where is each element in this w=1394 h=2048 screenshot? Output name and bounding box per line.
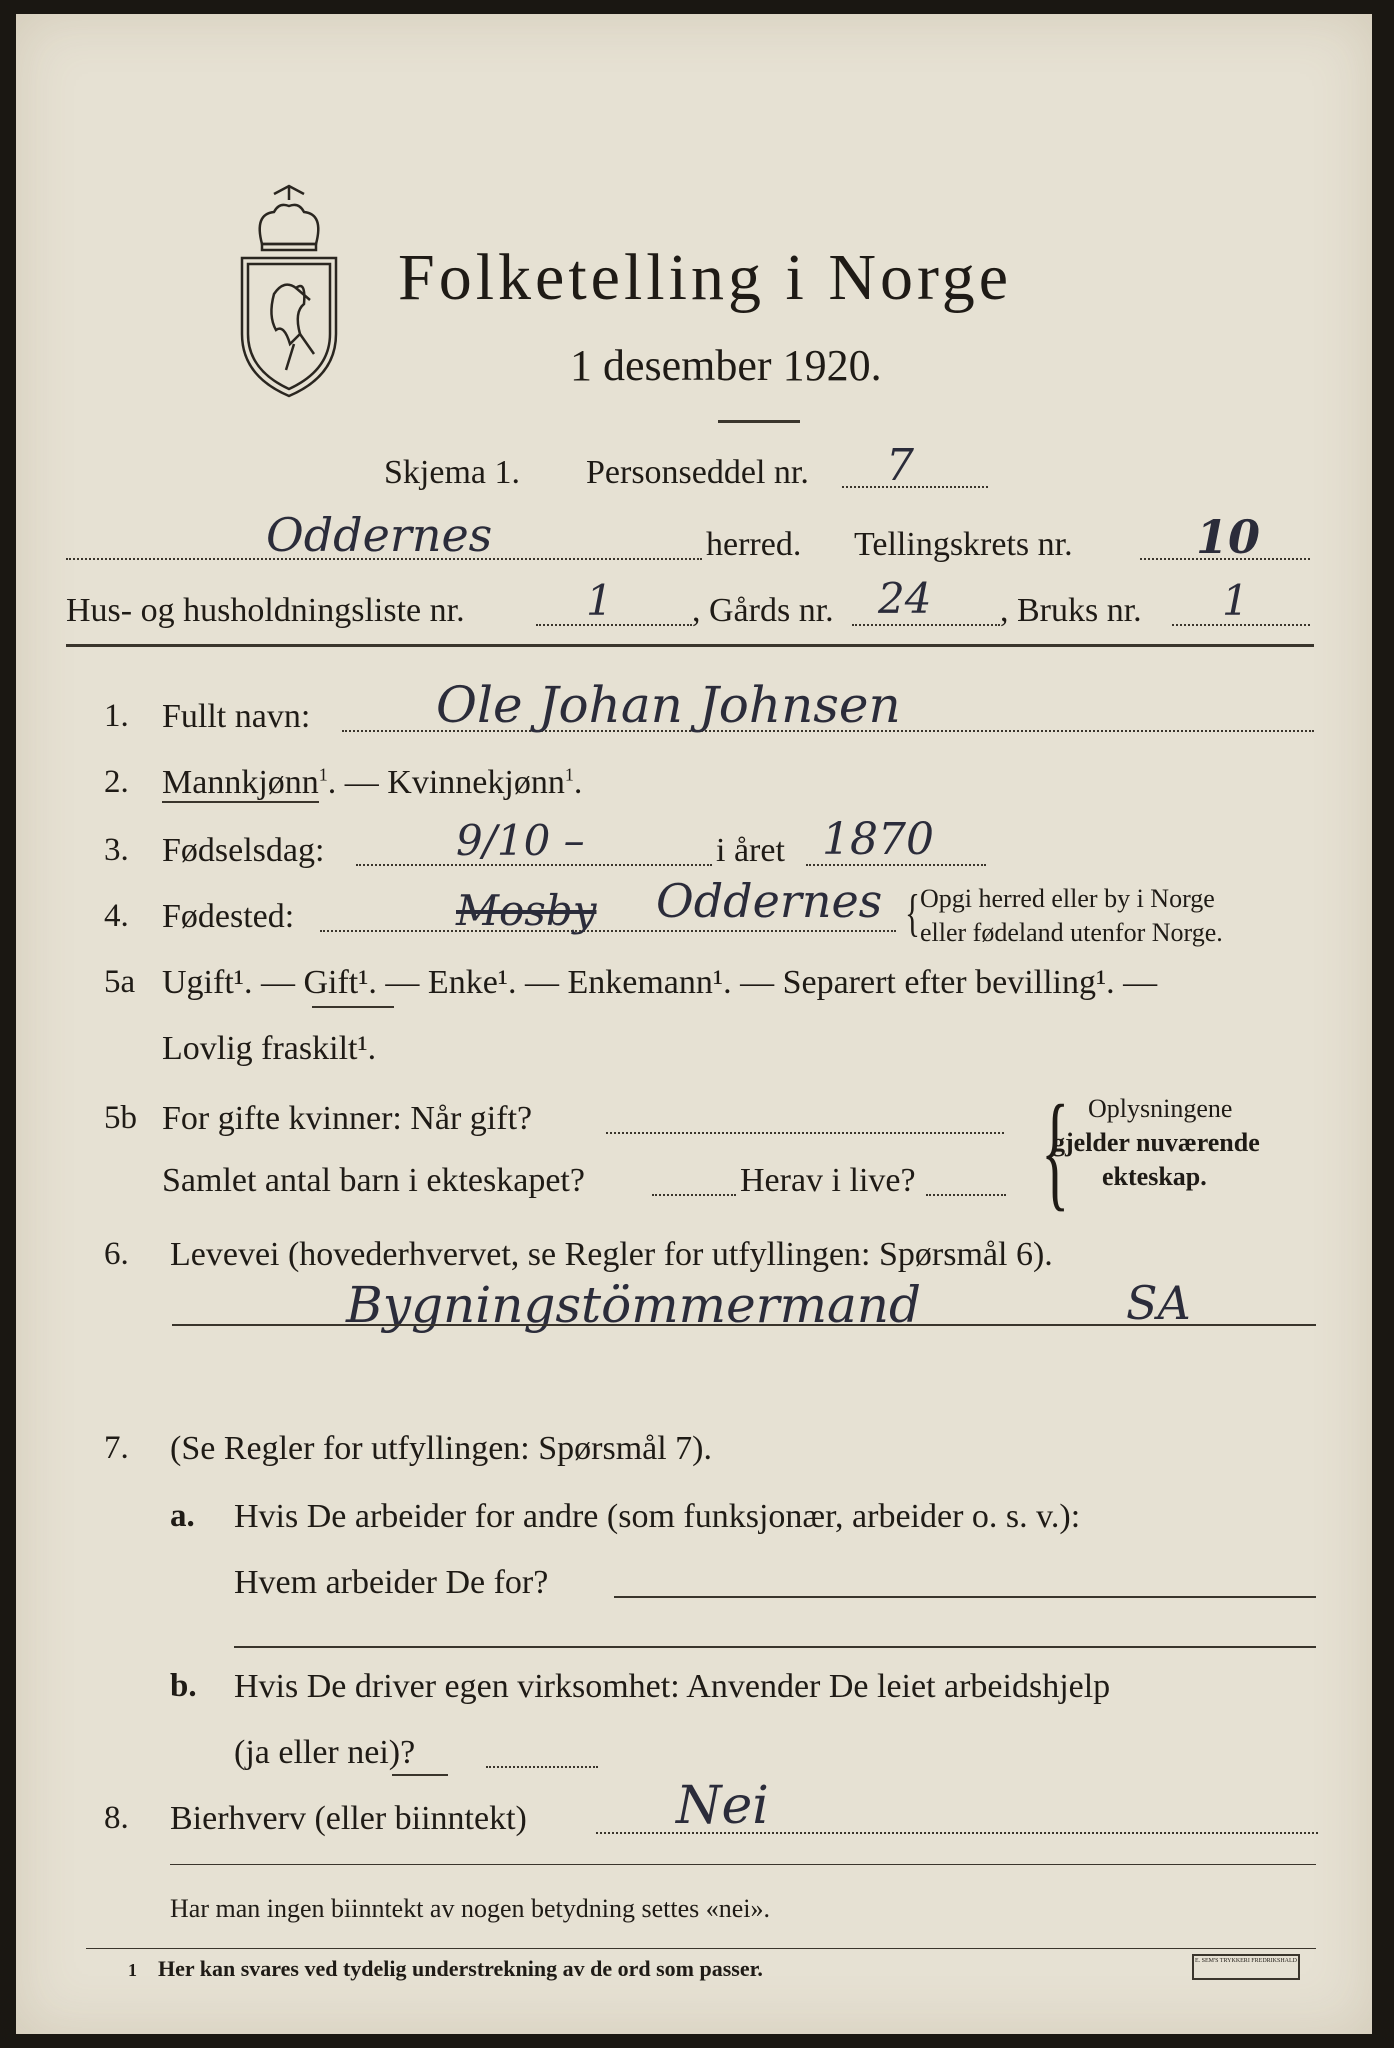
q3-number: 3. — [104, 832, 129, 868]
tellingskrets-value: 10 — [1196, 510, 1261, 564]
hired-help-field[interactable] — [486, 1766, 598, 1768]
q7a-line-1: Hvis De arbeider for andre (som funksjonær, arbeider o. s. v.): — [234, 1498, 1081, 1535]
employer-field[interactable] — [614, 1596, 1316, 1598]
occupation-code: SA — [1126, 1276, 1191, 1330]
footnote-mark: 1 — [128, 1960, 137, 1980]
birthday-value: 9/10 – — [456, 816, 585, 865]
q2-number: 2. — [104, 764, 129, 800]
census-form — [16, 14, 1372, 2034]
birthplace-note-2: eller fødeland utenfor Norge. — [920, 918, 1223, 947]
q7-number: 7. — [104, 1430, 129, 1466]
birthplace-value: Oddernes — [656, 874, 883, 928]
q7a-letter: a. — [170, 1498, 195, 1534]
male-option[interactable]: Mannkjønn — [162, 764, 319, 801]
note-brace: { — [904, 885, 920, 942]
q7b-line-1: Hvis De driver egen virksomhet: Anvender De leiet arbeidshjelp — [234, 1668, 1111, 1705]
header-rule — [66, 644, 1314, 647]
q1-label: Fullt navn: — [162, 698, 311, 735]
q7b-letter: b. — [170, 1668, 197, 1704]
q4-number: 4. — [104, 898, 129, 934]
full-name-value: Ole Johan Johnsen — [436, 676, 901, 734]
birth-year-value: 1870 — [822, 814, 934, 865]
gift-underline — [312, 1006, 394, 1008]
marriage-note-2: gjelder nuværende — [1052, 1128, 1260, 1157]
marital-status-line-1[interactable]: Ugift¹. — Gift¹. — Enke¹. — Enkemann¹. — Separert efter bevilling¹. — — [162, 964, 1158, 1001]
employer-field-2[interactable] — [234, 1646, 1316, 1648]
personseddel-field[interactable] — [842, 486, 988, 488]
q2-separator: . — — [327, 764, 388, 801]
alive-field[interactable] — [926, 1194, 1006, 1196]
side-income-label: Bierhverv (eller biinntekt) — [170, 1800, 527, 1837]
coat-of-arms-icon — [234, 184, 344, 400]
children-label: Samlet antal barn i ekteskapet? — [162, 1162, 585, 1199]
q3-label: Fødselsdag: — [162, 832, 325, 869]
birthplace-field[interactable] — [320, 930, 896, 932]
herred-value: Oddernes — [266, 508, 493, 562]
birthplace-note-1: Opgi herred eller by i Norge — [920, 884, 1215, 913]
bruks-value: 1 — [1222, 576, 1249, 625]
printer-mark: E. SEM'S TRYKKERI FREDRIKSHALD — [1192, 1954, 1300, 1980]
tellingskrets-label: Tellingskrets nr. — [854, 526, 1073, 563]
q1-number: 1. — [104, 698, 129, 734]
occupation-value: Bygningstömmermand — [346, 1276, 921, 1334]
married-when-label: For gifte kvinner: Når gift? — [162, 1100, 533, 1137]
married-when-field[interactable] — [606, 1132, 1004, 1134]
q5a-number: 5a — [104, 964, 136, 1000]
q4-label: Fødested: — [162, 898, 295, 935]
marriage-note-3: ekteskap. — [1102, 1162, 1207, 1191]
q5b-number: 5b — [104, 1100, 137, 1136]
year-label: i året — [716, 832, 785, 869]
q7b-line-2: (ja eller nei)? — [234, 1734, 416, 1771]
personseddel-value: 7 — [886, 440, 914, 491]
gards-label: , Gårds nr. — [692, 592, 834, 629]
q2-end: . — [573, 764, 583, 801]
census-date: 1 desember 1920. — [570, 341, 882, 390]
husliste-value: 1 — [586, 576, 613, 625]
bruks-label: , Bruks nr. — [1000, 592, 1142, 629]
nei-underline — [392, 1774, 448, 1776]
female-footnote-mark: 1 — [564, 764, 574, 785]
q6-number: 6. — [104, 1236, 129, 1272]
male-footnote-mark: 1 — [318, 764, 328, 785]
schema-label: Skjema 1. — [384, 454, 520, 491]
form-title: Folketelling i Norge — [398, 241, 1013, 314]
alive-label: Herav i live? — [740, 1162, 916, 1199]
birthplace-struck: Mosby — [456, 886, 597, 935]
title-divider — [718, 420, 800, 423]
gards-field[interactable] — [852, 624, 1000, 626]
occupation-line[interactable] — [172, 1324, 1316, 1326]
q7a-line-2: Hvem arbeider De for? — [234, 1564, 549, 1601]
footer-note: Har man ingen biinntekt av nogen betydning settes «nei». — [170, 1894, 771, 1923]
q2-options — [162, 764, 582, 802]
footer-rule — [170, 1864, 1316, 1865]
husliste-field[interactable] — [536, 624, 692, 626]
footnote-text: Her kan svares ved tydelig understrekning av de ord som passer. — [158, 1956, 763, 1981]
personseddel-label: Personseddel nr. — [586, 454, 809, 491]
husliste-label: Hus- og husholdningsliste nr. — [66, 592, 465, 629]
note-brace-2: { — [1041, 1079, 1070, 1223]
marriage-note-1: Oplysningene — [1088, 1094, 1233, 1123]
children-field[interactable] — [652, 1194, 736, 1196]
marital-status-line-2[interactable]: Lovlig fraskilt¹. — [162, 1030, 377, 1067]
occupation-label: Levevei (hovederhvervet, se Regler for utfyllingen: Spørsmål 6). — [170, 1236, 1053, 1273]
footnote-rule — [86, 1948, 1316, 1949]
herred-label: herred. — [706, 526, 802, 563]
q7-label: (Se Regler for utfyllingen: Spørsmål 7). — [170, 1430, 713, 1467]
side-income-value: Nei — [676, 1776, 769, 1836]
gards-value: 24 — [878, 574, 932, 623]
female-option[interactable]: Kvinnekjønn — [387, 764, 565, 801]
q8-number: 8. — [104, 1800, 129, 1836]
